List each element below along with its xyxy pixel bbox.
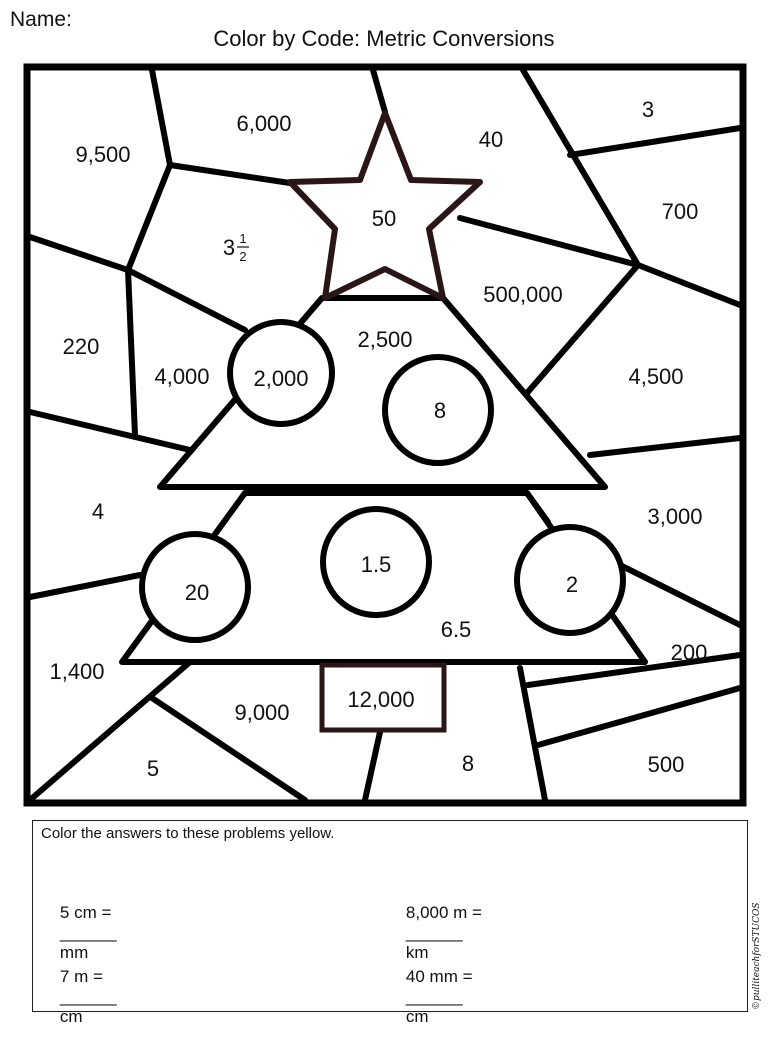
region-star: 50	[371, 206, 397, 231]
fraction-denominator: 2	[239, 249, 247, 264]
border-line	[590, 438, 740, 455]
region-left-upper: 220	[62, 334, 100, 359]
border-line	[30, 575, 140, 597]
answer-blank[interactable]: ______	[405, 923, 463, 942]
region-tree-bottom: 6.5	[440, 617, 472, 642]
region-right-upper: 700	[661, 199, 699, 224]
answer-blank[interactable]: ______	[405, 987, 463, 1006]
answer-blank[interactable]: ______	[59, 923, 117, 942]
problem-unit: cm	[405, 1007, 429, 1026]
border-line	[30, 412, 190, 450]
region-trunk: 12,000	[347, 687, 415, 712]
region-right-lower: 3,000	[647, 504, 703, 529]
region-right-of-star: 500,000	[483, 282, 563, 307]
region-bottom-right: 500	[647, 752, 685, 777]
ornament-label-upper-right: 8	[433, 398, 447, 423]
region-left-inner: 4,000	[154, 364, 210, 389]
border-line	[538, 688, 740, 745]
region-bottom-mid: 8	[461, 751, 475, 776]
ornament-label-lower-right: 2	[565, 572, 579, 597]
border-line	[170, 165, 290, 183]
region-tree-top: 2,500	[357, 327, 413, 352]
problem-lhs: 8,000 m =	[405, 903, 482, 922]
problem-40mm	[387, 947, 473, 1047]
problem-lhs: 7 m =	[59, 967, 103, 986]
region-right-bottom-mid: 200	[670, 640, 708, 665]
problem-7m	[41, 947, 117, 1047]
region-top-mid: 6,000	[236, 111, 292, 136]
region-right-mid: 4,500	[628, 364, 684, 389]
credit-watermark: ©pulliteachforSTUCOS	[752, 902, 762, 1010]
fraction-numerator: 1	[239, 231, 247, 246]
instruction-text: Color the answers to these problems yellow.	[41, 825, 335, 842]
ornament-label-lower-left: 20	[184, 580, 210, 605]
conversion-problems-box	[32, 820, 748, 1026]
region-left-lower: 4	[91, 499, 105, 524]
page-title: Color by Code: Metric Conversions	[213, 26, 555, 51]
border-line	[570, 128, 740, 155]
fraction-whole: 3	[222, 235, 236, 260]
problem-unit: cm	[59, 1007, 83, 1026]
border-line	[523, 70, 638, 393]
region-bottom-left-mid: 9,000	[234, 700, 290, 725]
problem-lhs: 5 cm =	[59, 903, 112, 922]
ornament-label-lower-center: 1.5	[360, 552, 392, 577]
region-left-mid-fraction	[223, 231, 249, 264]
region-top-left: 9,500	[75, 142, 131, 167]
region-left-bottom: 1,400	[49, 659, 105, 684]
region-top-right-mid: 40	[478, 127, 504, 152]
border-line	[373, 70, 385, 112]
name-label: Name:	[10, 8, 72, 31]
region-bottom-left: 5	[146, 756, 160, 781]
answer-blank[interactable]: ______	[59, 987, 117, 1006]
problem-lhs: 40 mm =	[405, 967, 473, 986]
problem-unit: mm	[59, 943, 89, 962]
ornament-label-upper-left: 2,000	[253, 366, 309, 391]
border-line	[520, 668, 545, 800]
border-line	[620, 565, 740, 625]
border-line	[365, 732, 380, 800]
region-top-right: 3	[641, 97, 655, 122]
problem-unit: km	[405, 943, 429, 962]
